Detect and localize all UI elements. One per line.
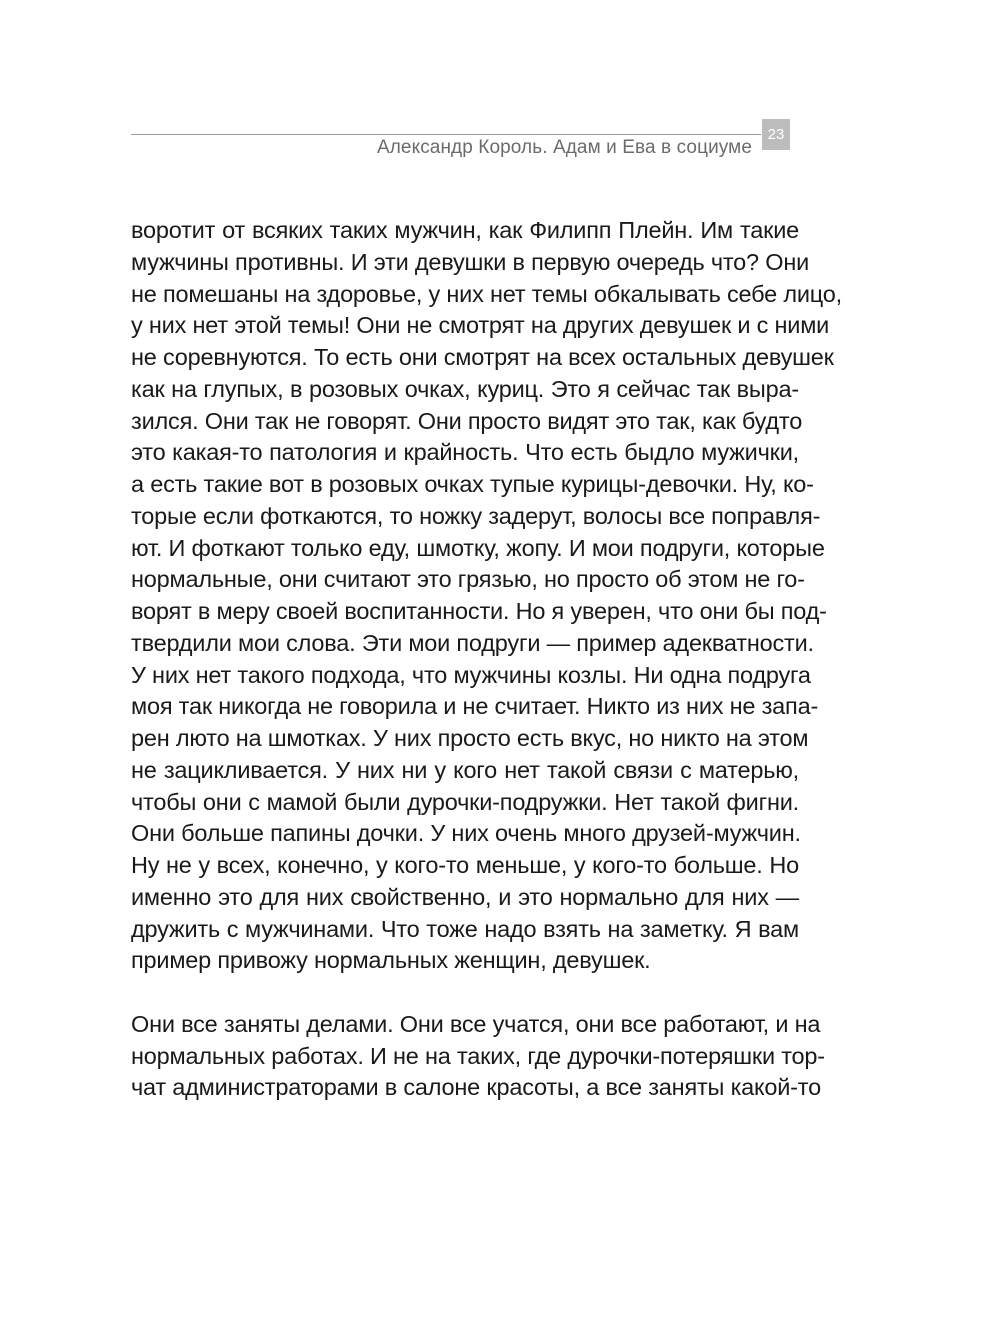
text-line: торые если фоткаются, то ножку задерут, волосы все поправля- [131,502,821,529]
text-line: дружить с мужчинами. Что тоже надо взять на заметку. Я вам [131,915,799,942]
paragraph [131,215,842,977]
text-line: чат администраторами в салоне красоты, а все заняты какой-то [131,1074,821,1101]
text-line: это какая-то патология и крайность. Что есть быдло мужички, [131,439,799,466]
text-line: а есть такие вот в розовых очках тупые курицы-девочки. Ну, ко- [131,471,814,497]
header-rule [131,134,761,135]
text-line: не зацикливается. У них ни у кого нет такой связи с матерью, [131,756,799,783]
text-line: нормальных работах. И не на таких, где дурочки-потеряшки тор- [131,1042,825,1069]
text-line: пример привожу нормальных женщин, девушек. [131,947,651,974]
text-line: чтобы они с мамой были дурочки-подружки. Нет такой фигни. [131,788,799,815]
text-line: Ну не у всех, конечно, у кого-то меньше, у кого-то больше. Но [131,852,799,878]
text-line: рен люто на шмотках. У них просто есть вкус, но никто на этом [131,725,809,751]
text-line: воротит от всяких таких мужчин, как Филипп Плейн. Им такие [131,217,799,243]
running-head-title: Александр Король. Адам и Ева в социуме [376,137,752,158]
paragraph-spacer [131,977,799,1009]
text-line: ворят в меру своей воспитанности. Но я уверен, что они бы под- [131,598,827,624]
paragraph [131,1009,825,1104]
text-line: не помешаны на здоровье, у них нет темы обкалывать себе лицо, [131,280,842,307]
text-line: не соревнуются. То есть они смотрят на всех остальных девушек [131,344,834,370]
text-line: зился. Они так не говорят. Они просто видят это так, как будто [131,407,803,434]
text-line: именно это для них свойственно, и это нормально для них — [131,883,799,910]
text-line: мужчины противны. И эти девушки в первую очередь что? Они [131,248,810,275]
page-number: 23 [762,119,790,150]
text-line: у них нет этой темы! Они не смотрят на других девушек и с ними [131,312,830,339]
text-line: Они больше папины дочки. У них очень много друзей-мужчин. [131,820,801,847]
text-line: твердили мои слова. Эти мои подруги — пример адекватности. [131,629,814,656]
text-line: моя так никогда не говорила и не считает. Никто из них не запа- [131,693,819,720]
body-text [131,215,842,1104]
text-line: ют. И фоткают только еду, шмотку, жопу. И мои подруги, которые [131,534,825,561]
text-line: Они все заняты делами. Они все учатся, они все работают, и на [131,1010,821,1037]
text-line: У них нет такого подхода, что мужчины козлы. Ни одна подруга [131,661,811,688]
text-line: нормальные, они считают это грязью, но просто об этом не го- [131,566,805,593]
text-line: как на глупых, в розовых очках, куриц. Это я сейчас так выра- [131,375,799,402]
